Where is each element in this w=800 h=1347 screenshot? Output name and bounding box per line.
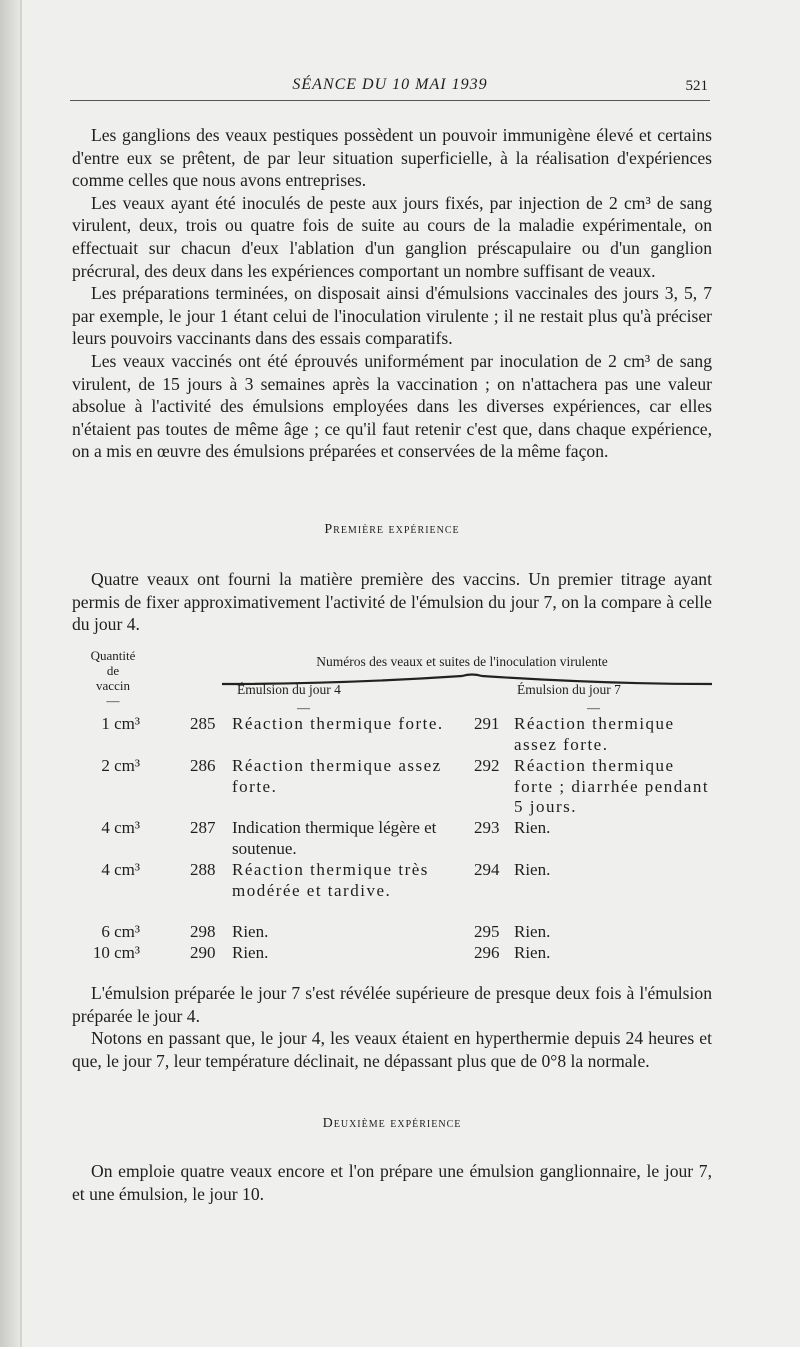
calf-number: 288 [190,860,216,879]
sub-header-dash: — [297,700,310,715]
result-cell: Rien. [232,922,269,941]
paragraph: Les ganglions des veaux pestiques possèdent un pouvoir immunigène élevé et certains d'entre eux se prêtent, de par leur situation superficielle, à la réalisation d'expériences comme celles que nous avons entreprises. [72,125,712,191]
result-cell: Réaction thermique assez forte. [514,714,675,754]
result-cell: Rien. [514,943,551,962]
result-cell: Indication thermique légère et soutenue. [232,818,437,858]
paragraph: Quatre veaux ont fourni la matière première des vaccins. Un premier titrage ayant permis de fixer approximativement l'activité de l'émulsion du jour 7, on la compare à celle du jour 4. [72,569,712,635]
section-heading-2: Deuxième expérience [322,1116,462,1131]
calf-number: 286 [190,756,216,775]
qty-header-line: de [106,663,120,678]
page-header [70,74,710,101]
section2-text [72,1160,712,1205]
sub-header-dash: — [587,700,600,715]
intro-text [72,124,712,463]
paragraph: Les veaux ayant été inoculés de peste aux jours fixés, par injection de 2 cm³ de sang virulent, deux, trois ou quatre fois de suite au cours de la maladie expérimentale, on effectuait sur chacun d'eux l'ablation d'un ganglion préscapulaire ou d'un ganglion précrural, des deux dans les expériences comportant un nombre suffisant de veaux. [72,192,712,281]
result-cell: Rien. [514,860,551,879]
paragraph: Notons en passant que, le jour 4, les veaux étaient en hyperthermie depuis 24 heures et que, le jour 7, leur température déclinait, ne dépassant plus que de 0°8 la normale. [72,1028,712,1071]
calf-number: 295 [474,922,500,941]
qty-cell: 10 cm³ [92,943,140,962]
result-cell: Rien. [514,818,551,837]
calf-number: 292 [474,756,500,775]
qty-cell: 4 cm³ [101,860,140,879]
calf-number: 290 [190,943,216,962]
sub-header-day7: Émulsion du jour 7 [517,682,621,697]
qty-column-header [72,648,154,708]
conclusion-text [72,982,712,1072]
qty-header-dash: — [106,693,120,708]
result-cell: Réaction thermique forte ; diarrhée pendant 5 jours. [514,756,710,816]
paragraph: On emploie quatre veaux encore et l'on prépare une émulsion ganglionnaire, le jour 7, et une émulsion, le jour 10. [72,1161,712,1204]
qty-header-line: Quantité [90,648,136,663]
qty-cell: 1 cm³ [101,714,140,733]
result-cell: Réaction thermique forte. [232,714,444,733]
calf-number: 293 [474,818,500,837]
qty-cell: 4 cm³ [101,818,140,837]
calf-number: 294 [474,860,500,879]
result-cell: Rien. [514,922,551,941]
paragraph: Les préparations terminées, on disposait ainsi d'émulsions vaccinales des jours 3, 5, 7 par exemple, le jour 1 étant celui de l'inoculation virulente ; il ne restait plus qu'à préciser leurs pouvoirs vaccinants dans des essais comparatifs. [72,283,712,349]
qty-cell: 2 cm³ [101,756,140,775]
calf-number: 298 [190,922,216,941]
calf-number: 287 [190,818,216,837]
calf-number: 285 [190,714,216,733]
paragraph: Les veaux vaccinés ont été éprouvés uniformément par inoculation de 2 cm³ de sang virulent, de 15 jours à 3 semaines après la vaccination ; on n'attachera pas une valeur absolue à l'activité des émulsions employées dans les diverses expériences, car elles n'étaient pas toutes de même âge ; ce qu'il faut retenir c'est que, dans chaque expérience, on a mis en œuvre des émulsions préparées et conservées de la même façon. [72,350,712,462]
page-number: 521 [685,78,708,94]
result-cell: Réaction thermique assez forte. [232,756,442,796]
result-cell: Réaction thermique très modérée et tardive. [232,860,429,900]
sub-header-day4: Émulsion du jour 4 [237,682,341,697]
section1-text [72,568,712,636]
paragraph: L'émulsion préparée le jour 7 s'est révélée supérieure de presque deux fois à l'émulsion préparée le jour 4. [72,983,712,1026]
qty-cell: 6 cm³ [101,922,140,941]
section-heading-1: Première expérience [324,522,460,537]
calf-number: 291 [474,714,500,733]
qty-header-line: vaccin [96,678,130,693]
main-column-header: Numéros des veaux et suites de l'inoculation virulente [316,654,608,669]
result-cell: Rien. [232,943,269,962]
book-spine-shadow [0,0,20,1347]
calf-number: 296 [474,943,500,962]
running-title: SÉANCE DU 10 MAI 1939 [292,76,488,93]
